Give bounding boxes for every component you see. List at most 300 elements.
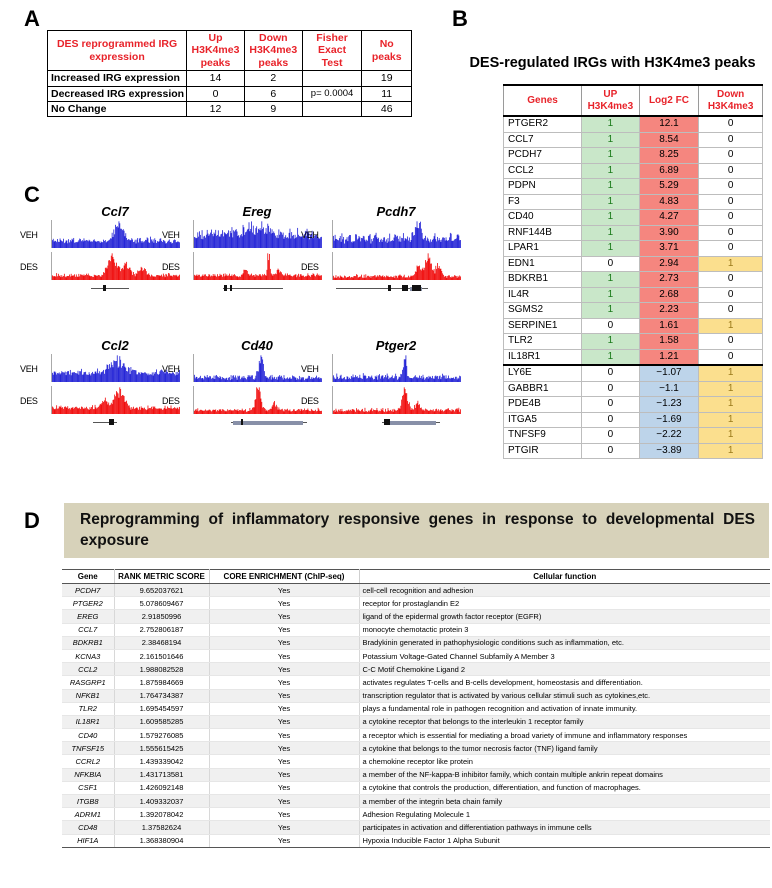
cell-gene-name: EDN1 bbox=[504, 256, 582, 272]
gene-model-annotation bbox=[193, 284, 321, 293]
cell-down-h3k4me3: 0 bbox=[699, 116, 763, 132]
track-row-des bbox=[301, 386, 460, 416]
panel-c-letter: C bbox=[24, 182, 40, 207]
cell-up-h3k4me3: 1 bbox=[582, 148, 640, 164]
table-header-row bbox=[48, 31, 412, 71]
track-group-ereg bbox=[162, 204, 321, 293]
table-row bbox=[62, 663, 770, 676]
cell-gene-name: CCL2 bbox=[504, 163, 582, 179]
cell-up-h3k4me3: 1 bbox=[582, 303, 640, 319]
cell-gene-name: CCL7 bbox=[504, 132, 582, 148]
cell-gene: CCL7 bbox=[62, 623, 114, 636]
cell-up-h3k4me3: 1 bbox=[582, 241, 640, 257]
panel-b-table-container bbox=[503, 84, 763, 459]
cell-gene: PTGER2 bbox=[62, 597, 114, 610]
des-regulated-irgs-table bbox=[503, 84, 763, 459]
track-label-veh: VEH bbox=[301, 364, 319, 374]
cell-no-peaks: 46 bbox=[362, 101, 412, 116]
cell-core-enrichment: Yes bbox=[209, 768, 359, 781]
table-body bbox=[48, 71, 412, 117]
cell-gene-name: LPAR1 bbox=[504, 241, 582, 257]
table-row bbox=[504, 381, 763, 397]
cell-down-h3k4me3: 0 bbox=[699, 241, 763, 257]
cell-cellular-function: receptor for prostaglandin E2 bbox=[359, 597, 770, 610]
cell-down-h3k4me3: 0 bbox=[699, 194, 763, 210]
header-line: H3K4me3 bbox=[707, 100, 754, 112]
table-row bbox=[504, 163, 763, 179]
cell-log2-fc: 4.27 bbox=[639, 210, 699, 226]
cell-gene-name: PTGIR bbox=[504, 443, 582, 459]
cell-no-peaks: 11 bbox=[362, 86, 412, 101]
header-line: H3K4me3 bbox=[191, 44, 240, 57]
header-line: No bbox=[379, 38, 394, 51]
cell-cellular-function: plays a fundamental role in pathogen recognition and activation of innate immunity. bbox=[359, 702, 770, 715]
table-row bbox=[48, 86, 412, 101]
cell-up-h3k4me3: 0 bbox=[582, 365, 640, 381]
cell-up-h3k4me3: 1 bbox=[582, 272, 640, 288]
header-rank-metric-score: RANK METRIC SCORE bbox=[114, 570, 209, 584]
cell-log2-fc: −3.89 bbox=[639, 443, 699, 459]
track-label-veh: VEH bbox=[301, 230, 319, 240]
track-group-cd40 bbox=[162, 338, 321, 427]
cell-log2-fc: 1.61 bbox=[639, 318, 699, 334]
track-row-des bbox=[301, 252, 460, 282]
cell-up-h3k4me3: 1 bbox=[582, 132, 640, 148]
table-row bbox=[62, 715, 770, 728]
cell-up-h3k4me3: 1 bbox=[582, 210, 640, 226]
cell-gene: TLR2 bbox=[62, 702, 114, 715]
track-label-veh: VEH bbox=[20, 364, 38, 374]
table-head bbox=[48, 31, 412, 71]
cell-core-enrichment: Yes bbox=[209, 755, 359, 768]
track-label-veh: VEH bbox=[162, 364, 180, 374]
table-row bbox=[504, 116, 763, 132]
cell-cellular-function: Potassium Voltage-Gated Channel Subfamily A Member 3 bbox=[359, 649, 770, 662]
cell-down-h3k4me3: 0 bbox=[699, 210, 763, 226]
cell-gene-name: IL18R1 bbox=[504, 349, 582, 365]
cell-up-h3k4me3: 0 bbox=[582, 256, 640, 272]
cell-up-peaks: 12 bbox=[187, 101, 245, 116]
cell-up-h3k4me3: 1 bbox=[582, 349, 640, 365]
header-down-h3k4me3-peaks bbox=[244, 31, 302, 71]
table-row bbox=[48, 71, 412, 86]
cell-log2-fc: 2.68 bbox=[639, 287, 699, 303]
cell-log2-fc: 6.89 bbox=[639, 163, 699, 179]
cell-log2-fc: 4.83 bbox=[639, 194, 699, 210]
cell-gene: CSF1 bbox=[62, 781, 114, 794]
cell-cellular-function: participates in activation and differentiation pathways in immune cells bbox=[359, 821, 770, 834]
track-row-des bbox=[20, 386, 179, 416]
table-row bbox=[504, 225, 763, 241]
header-down-h3k4me3 bbox=[699, 85, 763, 116]
header-line: peaks bbox=[200, 56, 231, 69]
cell-rank-metric-score: 1.431713581 bbox=[114, 768, 209, 781]
table-row bbox=[504, 349, 763, 365]
panel-b-letter: B bbox=[452, 6, 468, 31]
cell-cellular-function: a cytokine receptor that belongs to the interleukin 1 receptor family bbox=[359, 715, 770, 728]
track-row-veh bbox=[301, 354, 460, 384]
track-row-veh bbox=[20, 354, 179, 384]
track-label-des: DES bbox=[162, 262, 180, 272]
track-label-veh: VEH bbox=[20, 230, 38, 240]
cell-log2-fc: −1.1 bbox=[639, 381, 699, 397]
cell-core-enrichment: Yes bbox=[209, 795, 359, 808]
cell-up-h3k4me3: 0 bbox=[582, 412, 640, 428]
cell-core-enrichment: Yes bbox=[209, 729, 359, 742]
cell-rank-metric-score: 1.988082528 bbox=[114, 663, 209, 676]
cell-log2-fc: 2.23 bbox=[639, 303, 699, 319]
cell-gene-name: SERPINE1 bbox=[504, 318, 582, 334]
cell-down-h3k4me3: 1 bbox=[699, 412, 763, 428]
cell-down-h3k4me3: 0 bbox=[699, 132, 763, 148]
cell-down-h3k4me3: 1 bbox=[699, 318, 763, 334]
cell-core-enrichment: Yes bbox=[209, 623, 359, 636]
table-row bbox=[504, 397, 763, 413]
table-row bbox=[504, 256, 763, 272]
cell-up-h3k4me3: 1 bbox=[582, 334, 640, 350]
cell-core-enrichment: Yes bbox=[209, 834, 359, 847]
cell-down-peaks: 9 bbox=[244, 101, 302, 116]
cell-log2-fc: 1.58 bbox=[639, 334, 699, 350]
cell-core-enrichment: Yes bbox=[209, 663, 359, 676]
header-line: Test bbox=[321, 56, 343, 69]
cell-gene-name: LY6E bbox=[504, 365, 582, 381]
header-genes: Genes bbox=[504, 85, 582, 116]
cell-log2-fc: 2.94 bbox=[639, 256, 699, 272]
cell-gene-name: SGMS2 bbox=[504, 303, 582, 319]
cell-up-h3k4me3: 0 bbox=[582, 428, 640, 444]
table-row bbox=[504, 132, 763, 148]
track-plot-des bbox=[51, 252, 179, 280]
cell-log2-fc: −1.07 bbox=[639, 365, 699, 381]
cell-gene: HIF1A bbox=[62, 834, 114, 847]
track-gene-label: Ptger2 bbox=[375, 338, 417, 353]
cell-gene: CD48 bbox=[62, 821, 114, 834]
cell-log2-fc: 1.21 bbox=[639, 349, 699, 365]
header-line: Up bbox=[208, 32, 223, 44]
cell-gene-name: CD40 bbox=[504, 210, 582, 226]
cell-cellular-function: a member of the NF-kappa-B inhibitor family, which contain multiple ankrin repeat domains bbox=[359, 768, 770, 781]
cell-up-h3k4me3: 1 bbox=[582, 116, 640, 132]
cell-gene-name: GABBR1 bbox=[504, 381, 582, 397]
cell-rank-metric-score: 1.695454597 bbox=[114, 702, 209, 715]
cell-up-h3k4me3: 1 bbox=[582, 179, 640, 195]
cell-gene-name: RNF144B bbox=[504, 225, 582, 241]
header-line: Down bbox=[259, 32, 288, 44]
header-cellular-function: Cellular function bbox=[359, 570, 770, 584]
track-plot-des bbox=[332, 252, 460, 280]
cell-rank-metric-score: 1.368380904 bbox=[114, 834, 209, 847]
cell-up-h3k4me3: 0 bbox=[582, 381, 640, 397]
cell-down-peaks: 2 bbox=[244, 71, 302, 86]
cell-gene: PCDH7 bbox=[62, 584, 114, 597]
table-head bbox=[504, 85, 763, 116]
cell-gene-name: PTGER2 bbox=[504, 116, 582, 132]
table-row bbox=[504, 334, 763, 350]
cell-down-h3k4me3: 1 bbox=[699, 397, 763, 413]
cell-cellular-function: transcription regulator that is activated by various cellular stimuli such as cytokines,etc. bbox=[359, 689, 770, 702]
cell-rank-metric-score: 2.752806187 bbox=[114, 623, 209, 636]
cell-log2-fc: 8.25 bbox=[639, 148, 699, 164]
track-plot-veh bbox=[51, 220, 179, 248]
cell-gene: NFKBIA bbox=[62, 768, 114, 781]
cell-up-h3k4me3: 1 bbox=[582, 287, 640, 303]
cell-up-h3k4me3: 0 bbox=[582, 443, 640, 459]
cell-gene-name: TLR2 bbox=[504, 334, 582, 350]
cell-cellular-function: ligand of the epidermal growth factor receptor (EGFR) bbox=[359, 610, 770, 623]
cell-log2-fc: 8.54 bbox=[639, 132, 699, 148]
cell-rank-metric-score: 1.579276085 bbox=[114, 729, 209, 742]
header-fisher-exact-test bbox=[302, 31, 362, 71]
header-line: Exact bbox=[318, 44, 347, 57]
cell-gene: TNFSF15 bbox=[62, 742, 114, 755]
cell-row-label: Increased IRG expression bbox=[48, 71, 187, 86]
cell-rank-metric-score: 1.609585285 bbox=[114, 715, 209, 728]
cell-cellular-function: a chemokine receptor like protein bbox=[359, 755, 770, 768]
cell-row-label: No Change bbox=[48, 101, 187, 116]
cell-cellular-function: activates regulates T-cells and B-cells development, homeostasis and differentiation. bbox=[359, 676, 770, 689]
cell-cellular-function: a cytokine that belongs to the tumor necrosis factor (TNF) ligand family bbox=[359, 742, 770, 755]
panel-b-title: DES-regulated IRGs with H3K4me3 peaks bbox=[469, 55, 756, 71]
track-group-ccl7 bbox=[20, 204, 179, 293]
table-row bbox=[504, 365, 763, 381]
cell-core-enrichment: Yes bbox=[209, 610, 359, 623]
gene-model-annotation bbox=[332, 418, 460, 427]
table-row bbox=[62, 623, 770, 636]
cell-gene: ADRM1 bbox=[62, 808, 114, 821]
cell-gene: CD40 bbox=[62, 729, 114, 742]
panel-d-letter: D bbox=[24, 508, 40, 533]
track-label-des: DES bbox=[20, 262, 38, 272]
cell-rank-metric-score: 1.439339042 bbox=[114, 755, 209, 768]
cell-gene-name: ITGA5 bbox=[504, 412, 582, 428]
table-row bbox=[62, 610, 770, 623]
table-row bbox=[62, 636, 770, 649]
cell-log2-fc: −1.23 bbox=[639, 397, 699, 413]
cell-core-enrichment: Yes bbox=[209, 597, 359, 610]
table-header-row bbox=[504, 85, 763, 116]
cell-up-peaks: 0 bbox=[187, 86, 245, 101]
panel-d-table-container bbox=[62, 569, 770, 848]
track-row-veh bbox=[20, 220, 179, 250]
cell-gene: BDKRB1 bbox=[62, 636, 114, 649]
gene-model-annotation bbox=[51, 284, 179, 293]
cell-up-h3k4me3: 1 bbox=[582, 163, 640, 179]
table-row bbox=[62, 795, 770, 808]
table-row bbox=[48, 101, 412, 116]
cell-log2-fc: −2.22 bbox=[639, 428, 699, 444]
cell-core-enrichment: Yes bbox=[209, 808, 359, 821]
header-no-peaks bbox=[362, 31, 412, 71]
track-label-des: DES bbox=[301, 262, 319, 272]
cell-gene: CCL2 bbox=[62, 663, 114, 676]
header-line: UP bbox=[603, 89, 618, 100]
cell-core-enrichment: Yes bbox=[209, 821, 359, 834]
track-group-ccl2 bbox=[20, 338, 179, 427]
irg-expression-crosstab-table bbox=[47, 30, 412, 117]
cell-rank-metric-score: 1.392078042 bbox=[114, 808, 209, 821]
header-line: H3K4me3 bbox=[587, 100, 634, 112]
track-gene-label: Ccl2 bbox=[101, 338, 129, 353]
track-gene-label: Cd40 bbox=[241, 338, 273, 353]
table-row bbox=[62, 834, 770, 847]
cell-down-h3k4me3: 1 bbox=[699, 428, 763, 444]
track-plot-des bbox=[332, 386, 460, 414]
cell-core-enrichment: Yes bbox=[209, 702, 359, 715]
panel-c-genome-browser-tracks bbox=[18, 196, 442, 458]
track-row-veh bbox=[301, 220, 460, 250]
table-row bbox=[62, 597, 770, 610]
track-group-ptger2 bbox=[301, 338, 460, 427]
reprogrammed-genes-table bbox=[62, 569, 770, 848]
cell-fisher-test bbox=[302, 101, 362, 116]
cell-up-h3k4me3: 0 bbox=[582, 397, 640, 413]
cell-gene: CCRL2 bbox=[62, 755, 114, 768]
cell-cellular-function: cell-cell recognition and adhesion bbox=[359, 584, 770, 597]
cell-gene: ITGB8 bbox=[62, 795, 114, 808]
table-row bbox=[62, 821, 770, 834]
cell-gene: IL18R1 bbox=[62, 715, 114, 728]
header-gene: Gene bbox=[62, 570, 114, 584]
cell-cellular-function: monocyte chemotactic protein 3 bbox=[359, 623, 770, 636]
table-row bbox=[62, 755, 770, 768]
cell-core-enrichment: Yes bbox=[209, 781, 359, 794]
cell-down-h3k4me3: 1 bbox=[699, 365, 763, 381]
cell-down-h3k4me3: 1 bbox=[699, 443, 763, 459]
cell-cellular-function: C-C Motif Chemokine Ligand 2 bbox=[359, 663, 770, 676]
track-row-des bbox=[20, 252, 179, 282]
cell-no-peaks: 19 bbox=[362, 71, 412, 86]
table-row bbox=[62, 689, 770, 702]
header-up-h3k4me3 bbox=[582, 85, 640, 116]
track-gene-label: Ccl7 bbox=[101, 204, 129, 219]
cell-log2-fc: 12.1 bbox=[639, 116, 699, 132]
table-row bbox=[62, 768, 770, 781]
cell-cellular-function: a member of the integrin beta chain family bbox=[359, 795, 770, 808]
header-line: H3K4me3 bbox=[249, 44, 298, 57]
table-row bbox=[62, 676, 770, 689]
cell-core-enrichment: Yes bbox=[209, 676, 359, 689]
cell-gene-name: IL4R bbox=[504, 287, 582, 303]
cell-rank-metric-score: 2.38468194 bbox=[114, 636, 209, 649]
header-line: Fisher bbox=[316, 32, 348, 44]
table-body bbox=[62, 584, 770, 848]
cell-log2-fc: 2.73 bbox=[639, 272, 699, 288]
table-row bbox=[62, 702, 770, 715]
cell-gene-name: PDE4B bbox=[504, 397, 582, 413]
cell-down-h3k4me3: 0 bbox=[699, 303, 763, 319]
table-row bbox=[504, 148, 763, 164]
cell-down-h3k4me3: 0 bbox=[699, 148, 763, 164]
cell-down-h3k4me3: 0 bbox=[699, 225, 763, 241]
header-line: Down bbox=[717, 89, 745, 100]
cell-gene: EREG bbox=[62, 610, 114, 623]
header-line: peaks bbox=[371, 50, 402, 63]
cell-down-h3k4me3: 1 bbox=[699, 256, 763, 272]
cell-down-h3k4me3: 0 bbox=[699, 272, 763, 288]
cell-log2-fc: −1.69 bbox=[639, 412, 699, 428]
table-row bbox=[504, 428, 763, 444]
cell-rank-metric-score: 1.555615425 bbox=[114, 742, 209, 755]
cell-cellular-function: Hypoxia Inducible Factor 1 Alpha Subunit bbox=[359, 834, 770, 847]
cell-gene-name: TNFSF9 bbox=[504, 428, 582, 444]
cell-cellular-function: Adhesion Regulating Molecule 1 bbox=[359, 808, 770, 821]
track-plot-veh bbox=[51, 354, 179, 382]
cell-row-label: Decreased IRG expression bbox=[48, 86, 187, 101]
cell-core-enrichment: Yes bbox=[209, 636, 359, 649]
cell-rank-metric-score: 5.078609467 bbox=[114, 597, 209, 610]
cell-core-enrichment: Yes bbox=[209, 742, 359, 755]
cell-cellular-function: a receptor which is essential for mediating a broad variety of immune and inflammatory responses bbox=[359, 729, 770, 742]
cell-cellular-function: a cytokine that controls the production, differentiation, and function of macrophages. bbox=[359, 781, 770, 794]
track-plot-veh bbox=[332, 220, 460, 248]
track-label-des: DES bbox=[301, 396, 319, 406]
cell-rank-metric-score: 2.161501646 bbox=[114, 649, 209, 662]
cell-log2-fc: 3.90 bbox=[639, 225, 699, 241]
cell-up-h3k4me3: 0 bbox=[582, 318, 640, 334]
cell-core-enrichment: Yes bbox=[209, 584, 359, 597]
panel-d-banner bbox=[64, 503, 769, 558]
header-up-h3k4me3-peaks bbox=[187, 31, 245, 71]
track-gene-label: Ereg bbox=[242, 204, 272, 219]
table-row bbox=[62, 742, 770, 755]
track-plot-veh bbox=[332, 354, 460, 382]
header-log2-fc: Log2 FC bbox=[639, 85, 699, 116]
cell-fisher-test: p= 0.0004 bbox=[302, 86, 362, 101]
header-line: peaks bbox=[258, 56, 289, 69]
table-row bbox=[504, 287, 763, 303]
table-row bbox=[504, 443, 763, 459]
cell-gene-name: PDPN bbox=[504, 179, 582, 195]
cell-core-enrichment: Yes bbox=[209, 715, 359, 728]
gene-model-annotation bbox=[193, 418, 321, 427]
cell-log2-fc: 5.29 bbox=[639, 179, 699, 195]
panel-a-table-container bbox=[47, 30, 412, 117]
table-row bbox=[504, 179, 763, 195]
table-header-row bbox=[62, 570, 770, 584]
track-group-pcdh7 bbox=[301, 204, 460, 293]
track-gene-label: Pcdh7 bbox=[376, 204, 416, 219]
cell-rank-metric-score: 1.764734387 bbox=[114, 689, 209, 702]
gene-model-annotation bbox=[332, 284, 460, 293]
cell-gene: NFKB1 bbox=[62, 689, 114, 702]
panel-a-letter: A bbox=[24, 6, 40, 31]
track-label-des: DES bbox=[162, 396, 180, 406]
cell-down-h3k4me3: 0 bbox=[699, 349, 763, 365]
track-plot-des bbox=[51, 386, 179, 414]
table-row bbox=[504, 210, 763, 226]
cell-core-enrichment: Yes bbox=[209, 649, 359, 662]
table-row bbox=[504, 241, 763, 257]
track-label-des: DES bbox=[20, 396, 38, 406]
cell-down-peaks: 6 bbox=[244, 86, 302, 101]
cell-rank-metric-score: 1.426092148 bbox=[114, 781, 209, 794]
table-row bbox=[62, 649, 770, 662]
table-row bbox=[504, 303, 763, 319]
cell-gene-name: BDKRB1 bbox=[504, 272, 582, 288]
cell-up-h3k4me3: 1 bbox=[582, 225, 640, 241]
cell-up-peaks: 14 bbox=[187, 71, 245, 86]
table-body bbox=[504, 116, 763, 459]
cell-rank-metric-score: 1.37582624 bbox=[114, 821, 209, 834]
cell-down-h3k4me3: 1 bbox=[699, 381, 763, 397]
cell-gene: RASGRP1 bbox=[62, 676, 114, 689]
table-row bbox=[504, 318, 763, 334]
table-row bbox=[62, 729, 770, 742]
cell-cellular-function: Bradykinin generated in pathophysiologic conditions such as inflammation, etc. bbox=[359, 636, 770, 649]
header-core-enrichment: CORE ENRICHMENT (ChIP-seq) bbox=[209, 570, 359, 584]
table-row bbox=[504, 194, 763, 210]
